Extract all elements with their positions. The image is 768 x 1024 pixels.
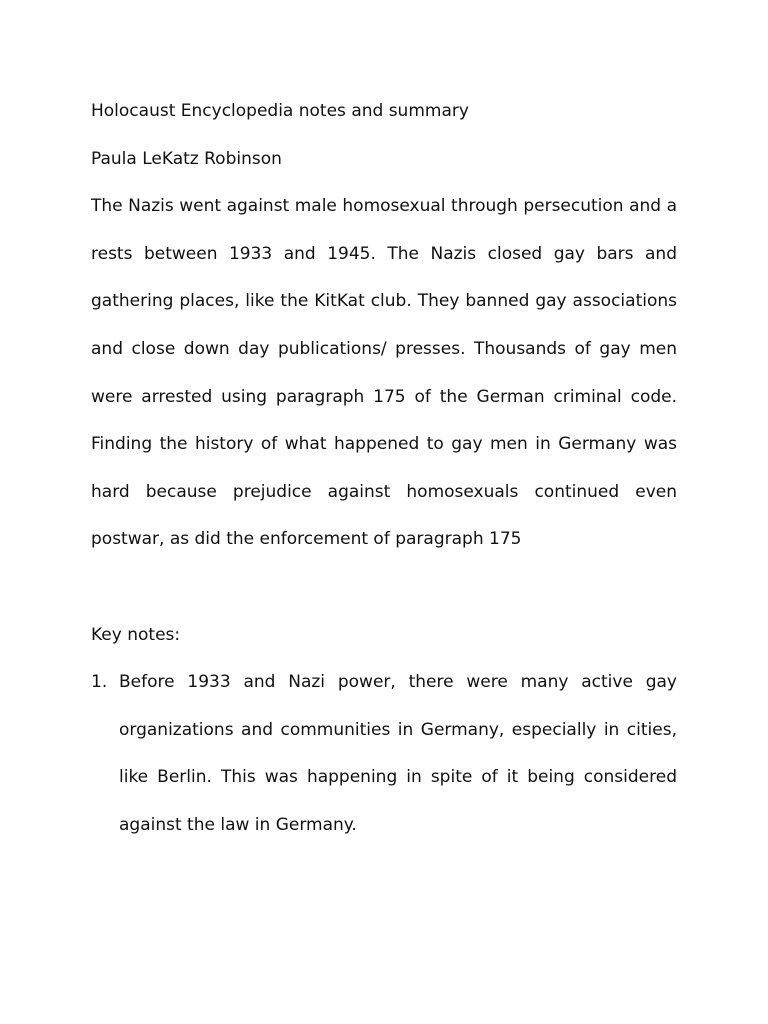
summary-line: gathering places, like the KitKat club. They banned gay associations <box>91 291 677 312</box>
summary-paragraph <box>91 183 677 564</box>
key-notes-list <box>91 659 677 849</box>
list-item-line: organizations and communities in Germany, especially in cities, <box>119 719 677 740</box>
summary-line: hard because prejudice against homosexuals continued even <box>91 481 677 502</box>
summary-line: were arrested using paragraph 175 of the German criminal code. <box>91 386 677 407</box>
list-item-line: like Berlin. This was happening in spite of it being considered <box>119 767 677 788</box>
summary-line: Finding the history of what happened to gay men in Germany was <box>91 434 677 455</box>
key-notes-heading: Key notes: <box>91 624 181 645</box>
list-item-line: against the law in Germany. <box>119 814 357 835</box>
summary-line: and close down day publications/ presses. Thousands of gay men <box>91 338 677 359</box>
list-item-line: Before 1933 and Nazi power, there were many active gay <box>119 672 677 693</box>
summary-line: The Nazis went against male homosexual through persecution and a <box>91 196 677 217</box>
document-title: Holocaust Encyclopedia notes and summary <box>91 101 469 121</box>
summary-line: postwar, as did the enforcement of paragraph 175 <box>91 529 522 550</box>
list-item-number: 1. <box>91 672 108 693</box>
list-item <box>91 659 677 849</box>
document-author: Paula LeKatz Robinson <box>91 148 282 169</box>
document-page <box>91 88 677 850</box>
blank-line <box>91 564 677 612</box>
summary-line: rests between 1933 and 1945. The Nazis closed gay bars and <box>91 243 677 264</box>
